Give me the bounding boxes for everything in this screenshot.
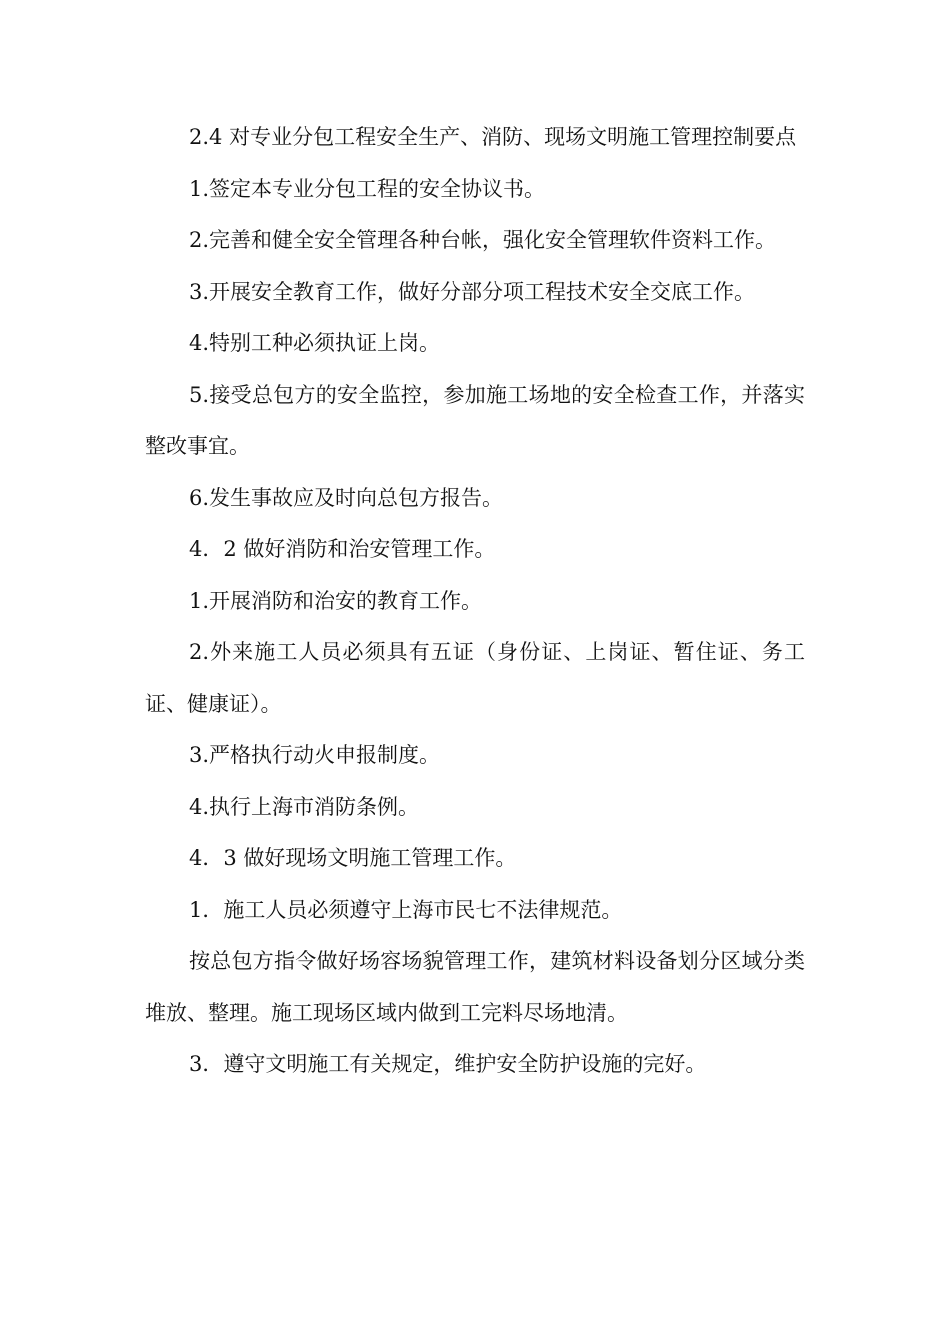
paragraph-section-4-2-heading: 4．2 做好消防和治安管理工作。 [189, 537, 496, 561]
paragraph-item-1-fire-education: 1.开展消防和治安的教育工作。 [189, 588, 483, 613]
paragraph-site-appearance: 按总包方指令做好场容场貌管理工作，建筑材料设备划分区域分类堆放、整理。施工现场区域内做到工完料尽场地清。 [145, 949, 805, 1025]
paragraph-section-2-4-heading: 2.4 对专业分包工程安全生产、消防、现场文明施工管理控制要点 [189, 125, 797, 149]
paragraph-item-2-safety-records: 2.完善和健全安全管理各种台帐，强化安全管理软件资料工作。 [189, 228, 777, 252]
paragraph-item-3-civilized-construction: 3．遵守文明施工有关规定，维护安全防护设施的完好。 [189, 1052, 707, 1076]
paragraph-item-1-safety-agreement: 1.签定本专业分包工程的安全协议书。 [189, 176, 546, 201]
paragraph-item-3-hot-work-permit: 3.严格执行动火申报制度。 [189, 743, 441, 767]
paragraph-item-3-safety-education: 3.开展安全教育工作，做好分部分项工程技术安全交底工作。 [189, 279, 756, 304]
paragraph-item-4-fire-regulations: 4.执行上海市消防条例。 [189, 794, 420, 819]
document-body [145, 112, 805, 1091]
paragraph-item-5-safety-monitoring: 5.接受总包方的安全监控，参加施工场地的安全检查工作，并落实整改事宜。 [145, 382, 805, 458]
paragraph-item-4-special-trades: 4.特别工种必须执证上岗。 [189, 331, 441, 355]
paragraph-item-6-accident-report: 6.发生事故应及时向总包方报告。 [189, 485, 504, 510]
paragraph-item-1-civic-rules: 1．施工人员必须遵守上海市民七不法律规范。 [189, 897, 623, 922]
paragraph-item-2-five-certificates: 2.外来施工人员必须具有五证（身份证、上岗证、暂住证、务工证、健康证）。 [145, 640, 805, 716]
paragraph-section-4-3-heading: 4．3 做好现场文明施工管理工作。 [189, 846, 517, 870]
